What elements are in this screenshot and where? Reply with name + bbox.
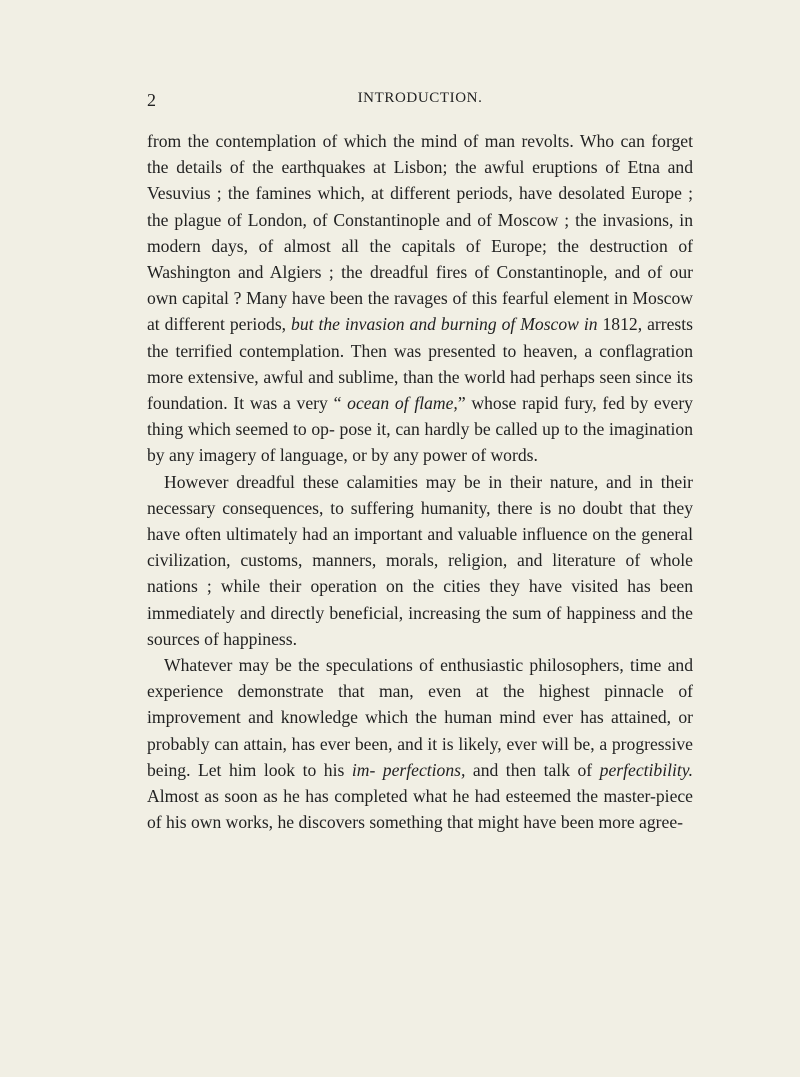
- page-number: 2: [147, 90, 156, 110]
- page-header: [147, 90, 693, 114]
- text-segment: However dreadful these calamities may be in their nature, and in their necessary consequences, to suffering humanity, there is no doubt that they have often ultimately had an important and valuable influence on the general civilization, customs, manners, morals, religion, and literature of whole nations ; while their operation on the cities they have visited has been immediately and directly beneficial, increasing the sum of happiness and the sources of happiness.: [147, 471, 693, 649]
- paragraph-1: [147, 128, 693, 469]
- text-segment: Almost as soon as he has completed what he had esteemed the master-piece of his own works, he discovers something that might have been more agree-: [147, 786, 693, 833]
- paragraph-2: [147, 469, 693, 652]
- italic-segment: perfectibility.: [599, 759, 693, 780]
- text-segment: from the contemplation of which the mind of man revolts. Who can forget the details of the earthquakes at Lisbon; the awful eruptions of Etna and Vesuvius ; the famines which, at different periods, have desolated Europe ; the plague of London, of Constantinople and of Moscow ; the invasions, in modern days, of almost all the capitals of Europe; the destruction of Washington and Algiers ; the dreadful fires of Constantinople, and of our own capital ? Many have been the ravages of this fearful element in Moscow at different periods,: [147, 131, 693, 335]
- running-head: INTRODUCTION.: [357, 90, 483, 106]
- text-segment: Whatever may be the speculations of enthusiastic philosophers, time and experience demonstrate that man, even at the highest pinnacle of improvement and knowledge which the human mind ever has attained, or probably can attain, has ever been, and it is likely, ever will be, a progressive being. Let him look to his: [147, 655, 693, 780]
- body-text: [147, 128, 693, 835]
- text-segment: and then talk of: [465, 759, 600, 780]
- text-segment: ” whose rapid fury, fed by every thing which seemed to op- pose it, can hardly be called up to the imagination by any imagery of language, or by any power of words.: [147, 393, 693, 466]
- italic-segment: but the invasion and burning of Moscow in: [291, 314, 598, 335]
- italic-segment: im- perfections,: [351, 759, 466, 780]
- text-segment: 1812, arrests the terrified contemplation. Then was presented to heaven, a conflagration more extensive, awful and sublime, than the world had perhaps seen since its foundation. It was a very “: [147, 314, 693, 414]
- italic-segment: ocean of flame,: [347, 393, 458, 414]
- paragraph-3: [147, 652, 693, 835]
